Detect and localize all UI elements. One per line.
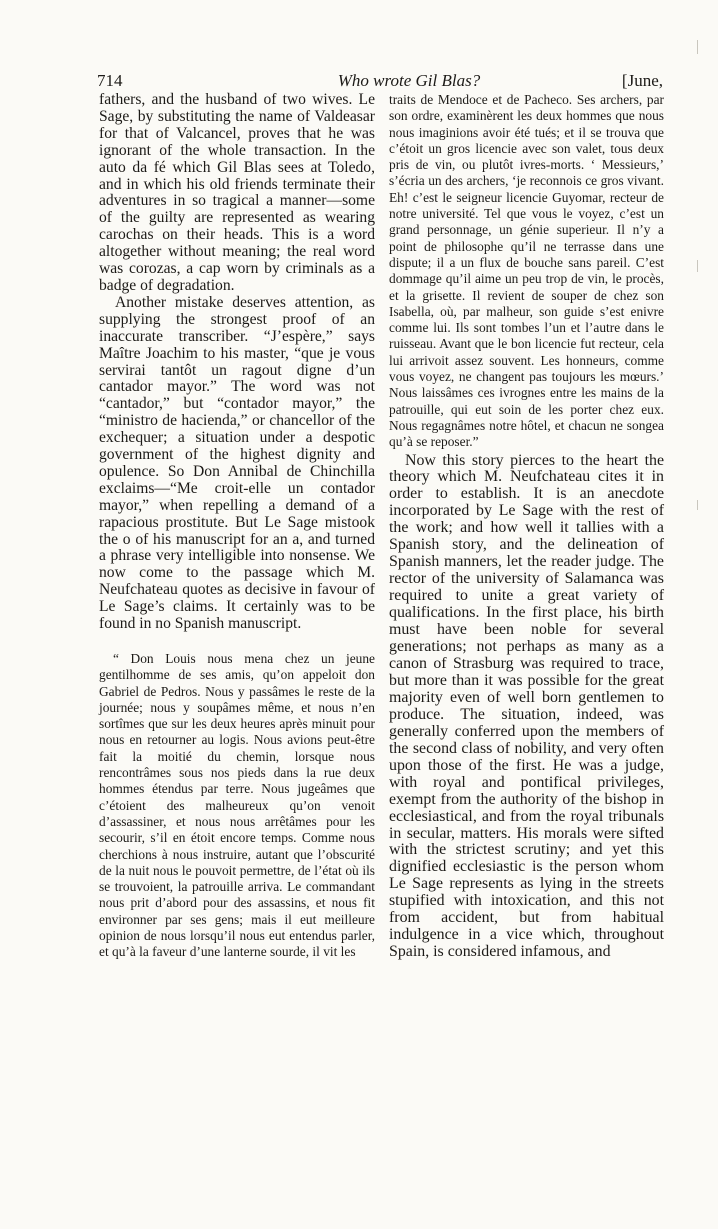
scan-margin-mark [697, 260, 698, 272]
page-header [97, 69, 663, 93]
right-column [389, 92, 664, 961]
page-number: 714 [97, 71, 123, 90]
french-quote-continuation: traits de Mendoce et de Pacheco. Ses archers, par son ordre, examinèrent les deux hommes que nous nous imaginions avoir été tués; et il se trouva que c’étoit un gros licencie avec son valet, tous deux pris de vin, ou plutôt ivres-morts. ‘ Messieurs,’ s’écria un des archers, ‘je reconnois ce gros vivant. Eh! c’est le seigneur licencie Guyomar, recteur de notre université. Tel que vous le voyez, c’est un grand personnage, un génie superieur. Il n’y a point de philosophe qu’il ne terrasse dans une dispute; il a un flux de bouche sans pareil. C’est dommage qu’il aime un peu trop de vin, le procès, et la grisette. Il revient de souper de chez son Isabella, où, par malheur, son guide s’est enivre comme lui. Ils sont tombes l’un et l’autre dans le ruisseau. Avant que le bon licencie fut recteur, cela lui arrivoit assez souvent. Les honneurs, comme vous voyez, ne changent pas toujours les mœurs.’ Nous laissâmes ces ivrognes entre les mains de la patrouille, qui eut soin de les porter chez eux. Nous regagnâmes notre hôtel, et chacun ne songea qu’à se reposer.” [389, 92, 664, 450]
french-quote-block: “ Don Louis nous mena chez un jeune gentilhomme de ses amis, qu’on appeloit don Gabriel de Pedros. Nous y passâmes le reste de la journée; nous y soupâmes même, et nous n’en sortîmes que sur les deux heures après minuit pour nous en retourner au logis. Nous avions peut-être fait la moitié du chemin, lorsque nous rencontrâmes sous nos pieds dans la rue deux hommes étendus par terre. Nous jugeâmes que c’étoient des malheureux qu’on venoit d’assassiner, et nous nous arrêtâmes pour les secourir, s’il en étoit encore temps. Comme nous cherchions à nous instruire, autant que l’obscurité de la nuit nous le pouvoit permettre, de l’état où ils se trouvoient, la patrouille arriva. Le commandant nous prit d’abord pour des assassins, et nous fit environner par ses gens; mais il eut meilleure opinion de nous lorsqu’il nous eut entendus parler, et qu’à la faveur d’une lanterne sourde, il vit les [99, 651, 375, 960]
running-title: Who wrote Gil Blas? [337, 71, 481, 90]
issue-date-mark: [June, [621, 71, 663, 90]
paragraph-substitution: fathers, and the husband of two wives. Le Sage, by substituting the name of Valdeasar for that of Valcancel, proves that he was ignorant of the whole transaction. In the auto da fé which Gil Blas sees at Toledo, and in which his old friends terminate their adventures in so tragical a manner—some of the guilty are represented as wearing carochas on their heads. This is a word altogether without meaning; the real word was corozas, a cap worn by criminals as a badge of degradation. [99, 91, 375, 294]
scan-margin-mark [697, 40, 698, 54]
paragraph-mistake: Another mistake deserves attention, as supplying the strongest proof of an inaccurate transcriber. “J’espère,” says Maître Joachim to his master, “que je vous servirai tantôt un ragout digne d’un cantador mayor.” The word was not “cantador,” but “contador mayor,” the “ministro de hacienda,” or chancellor of the exchequer; a situation under a despotic government of the highest dignity and opulence. So Don Annibal de Chinchilla exclaims—“Me croit-elle un contador mayor,” when repelling a demand of a rapacious prostitute. But Le Sage mistook the o of his manuscript for an a, and turned a phrase very intelligible into nonsense. We now come to the passage which M. Neufchateau quotes as decisive in favour of Le Sage’s claims. It certainly was to be found in no Spanish manuscript. [99, 293, 375, 633]
paragraph-story-analysis: Now this story pierces to the heart the theory which M. Neufchateau cites it in order to establish. It is an anecdote incorporated by Le Sage with the rest of the work; and how well it tallies with a Spanish story, and the delineation of Spanish manners, let the reader judge. The rector of the university of Salamanca was required to unite a great variety of qualifications. In the first place, his birth must have been noble for several generations; not perhaps as many as a canon of Strasburg was required to trace, but more than it was possible for the great majority even of well born gentlemen to produce. The situation, indeed, was generally conferred upon the members of the second class of nobility, and very often upon those of the first. He was a judge, with royal and pontifical privileges, exempt from the authority of the bishop in ecclesiastical, and from the royal tribunals in secular, matters. His morals were sifted with the strictest scrutiny; and yet this dignified ecclesiastic is the person whom Le Sage represents as lying in the streets stupified with intoxication, and this not from accident, but from habitual indulgence in a vice which, throughout Spain, is considered infamous, and [389, 451, 664, 961]
scan-margin-mark [697, 500, 698, 510]
left-column [99, 92, 375, 961]
